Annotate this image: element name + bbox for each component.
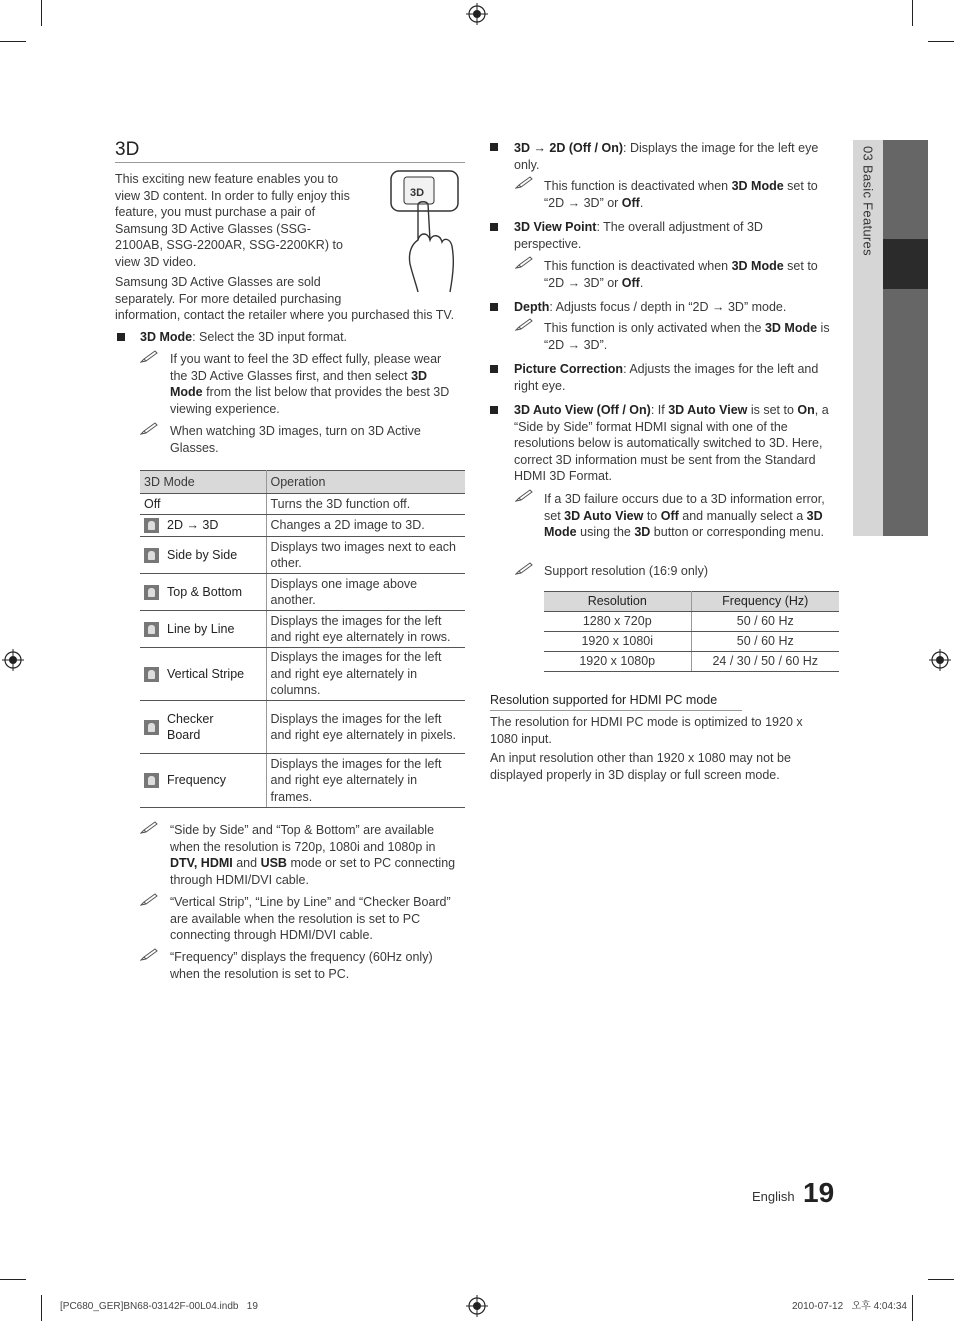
intro-paragraph-2: Samsung 3D Active Glasses are sold separately. For more detailed purchasing [115,275,342,306]
table-row: Off [140,494,266,515]
note-pencil-icon [140,350,158,364]
table-row: 1280 x 720p [544,612,691,632]
note-pencil-icon [515,489,533,503]
note-glasses-on: When watching 3D images, turn on 3D Active Glasses. [170,424,421,455]
table-row: Frequency [140,754,266,808]
hdmi-pc-heading: Resolution supported for HDMI PC mode [490,693,718,707]
hdmi-pc-paragraph: The resolution for HDMI PC mode is optimized to 1920 x 1080 input. [490,715,803,746]
heading-rule [490,710,742,711]
crop-mark [912,0,913,26]
table-header: Frequency (Hz) [691,592,839,612]
note-view-point: This function is deactivated when 3D Mode set to “2D → 3D” or Off. [544,259,818,290]
depth-item: Depth: Adjusts focus / depth in “2D → 3D” mode. [514,300,787,314]
chapter-tab-label: 03 Basic Features [860,146,876,256]
note-vertical-strip: “Vertical Strip”, “Line by Line” and “Checker Board” are available when the resolution is set to PC connecting through HDMI/DVI cable. [170,895,451,942]
resolution-table [544,591,839,672]
hand-pressing-3d-button-icon [388,168,468,293]
crop-mark [912,1295,913,1321]
crop-mark [41,1295,42,1321]
picture-correction-item: Picture Correction: Adjusts the images for the left and right eye. [514,362,819,393]
note-side-by-side: “Side by Side” and “Top & Bottom” are available when the resolution is 720p, 1080i and 1080p in DTV, HDMI and USB mode or set to PC connecting through HDMI/DVI cable. [170,823,456,887]
checker-board-mode-icon [144,720,159,735]
bullet-icon [490,303,498,311]
bullet-icon [490,365,498,373]
3d-auto-view-item: 3D Auto View (Off / On): If 3D Auto View is set to On, a “Side by Side” format HDMI signal with one of the resolutions below is automatically switched to 3D. Here, correct 3D information must be sent from the Standard HDMI 3D Format. [514,403,829,483]
table-cell: Displays the images for the left and right eye alternately in columns. [266,648,465,701]
intro-paragraph: This exciting new feature enables you to view 3D content. In order to fully enjoy this feature, you must purchase a pair of Samsung 3D Active Glasses (SSG-2100AB, SSG-2200AR, SSG-2200KR) to view 3D video. [115,172,350,269]
line-by-line-mode-icon [144,622,159,637]
table-row: Checker Board [140,701,266,754]
crop-mark [41,0,42,26]
bullet-icon [490,406,498,414]
table-row: Vertical Stripe [140,648,266,701]
note-3d-to-2d: This function is deactivated when 3D Mode set to “2D → 3D” or Off. [544,179,818,210]
hdmi-pc-paragraph-2: An input resolution other than 1920 x 1080 may not be displayed properly in 3D display or full screen mode. [490,751,791,782]
table-row: Top & Bottom [140,574,266,611]
vertical-stripe-mode-icon [144,667,159,682]
table-cell: Displays two images next to each other. [266,537,465,574]
note-3d-effect: If you want to feel the 3D effect fully, please wear the 3D Active Glasses first, and then select 3D Mode from the list below that provides the best 3D viewing experience. [170,352,450,416]
section-title: 3D [115,139,140,160]
file-info: [PC680_GER]BN68-03142F-00L04.indb 19 [60,1301,258,1312]
3d-mode-item: 3D Mode: Select the 3D input format. [140,330,348,344]
bullet-icon [117,333,125,341]
svg-text:3D: 3D [410,187,425,199]
table-cell: Displays one image above another. [266,574,465,611]
note-pencil-icon [515,176,533,190]
chapter-tab-marker [883,239,928,289]
table-row: 1920 x 1080p [544,652,691,672]
chapter-tab-band [883,140,928,536]
table-cell: Displays the images for the left and right eye alternately in frames. [266,754,465,808]
table-cell: Turns the 3D function off. [266,494,465,515]
page-number: 19 [803,1177,835,1208]
table-row: Side by Side [140,537,266,574]
table-cell: Displays the images for the left and right eye alternately in rows. [266,611,465,648]
table-header: Resolution [544,592,691,612]
table-cell: 24 / 30 / 50 / 60 Hz [691,652,839,672]
note-pencil-icon [515,318,533,332]
2d-to-3d-mode-icon [144,518,159,533]
intro-paragraph-3: information, contact the retailer where you purchased this TV. [115,308,455,322]
side-by-side-mode-icon [144,548,159,563]
bullet-icon [490,223,498,231]
note-depth: This function is only activated when the 3D Mode is “2D → 3D”. [544,321,830,352]
crop-mark [928,1279,954,1280]
crop-mark [928,41,954,42]
note-pencil-icon [515,562,533,576]
frequency-mode-icon [144,773,159,788]
note-support-resolution: Support resolution (16:9 only) [544,564,708,578]
table-header: 3D Mode [140,471,266,494]
table-cell: Displays the images for the left and right eye alternately in pixels. [266,701,465,754]
3d-to-2d-item: 3D → 2D (Off / On): Displays the image for the left eye only. [514,141,819,172]
note-pencil-icon [515,256,533,270]
title-rule [115,162,465,163]
registration-mark-icon [466,1295,488,1317]
note-3d-failure: If a 3D failure occurs due to a 3D information error, set 3D Auto View to Off and manually select a 3D Mode using the 3D button or corresponding menu. [544,492,825,539]
footer-language: English [752,1189,795,1204]
crop-mark [0,41,26,42]
note-pencil-icon [140,948,158,962]
table-row: Line by Line [140,611,266,648]
registration-mark-icon [929,649,951,671]
table-cell: 50 / 60 Hz [691,612,839,632]
print-timestamp: 2010-07-12 오후 4:04:34 [792,1301,907,1312]
note-pencil-icon [140,422,158,436]
table-row: 1920 x 1080i [544,632,691,652]
3d-view-point-item: 3D View Point: The overall adjustment of 3D perspective. [514,220,763,251]
note-pencil-icon [140,893,158,907]
note-pencil-icon [140,821,158,835]
table-cell: Changes a 2D image to 3D. [266,515,465,537]
3d-mode-table [140,470,465,808]
top-bottom-mode-icon [144,585,159,600]
registration-mark-icon [466,3,488,25]
bullet-icon [490,143,498,151]
note-frequency: “Frequency” displays the frequency (60Hz only) when the resolution is set to PC. [170,950,433,981]
table-row: 2D → 3D [140,515,266,537]
table-cell: 50 / 60 Hz [691,632,839,652]
registration-mark-icon [2,649,24,671]
crop-mark [0,1279,26,1280]
table-header: Operation [266,471,465,494]
